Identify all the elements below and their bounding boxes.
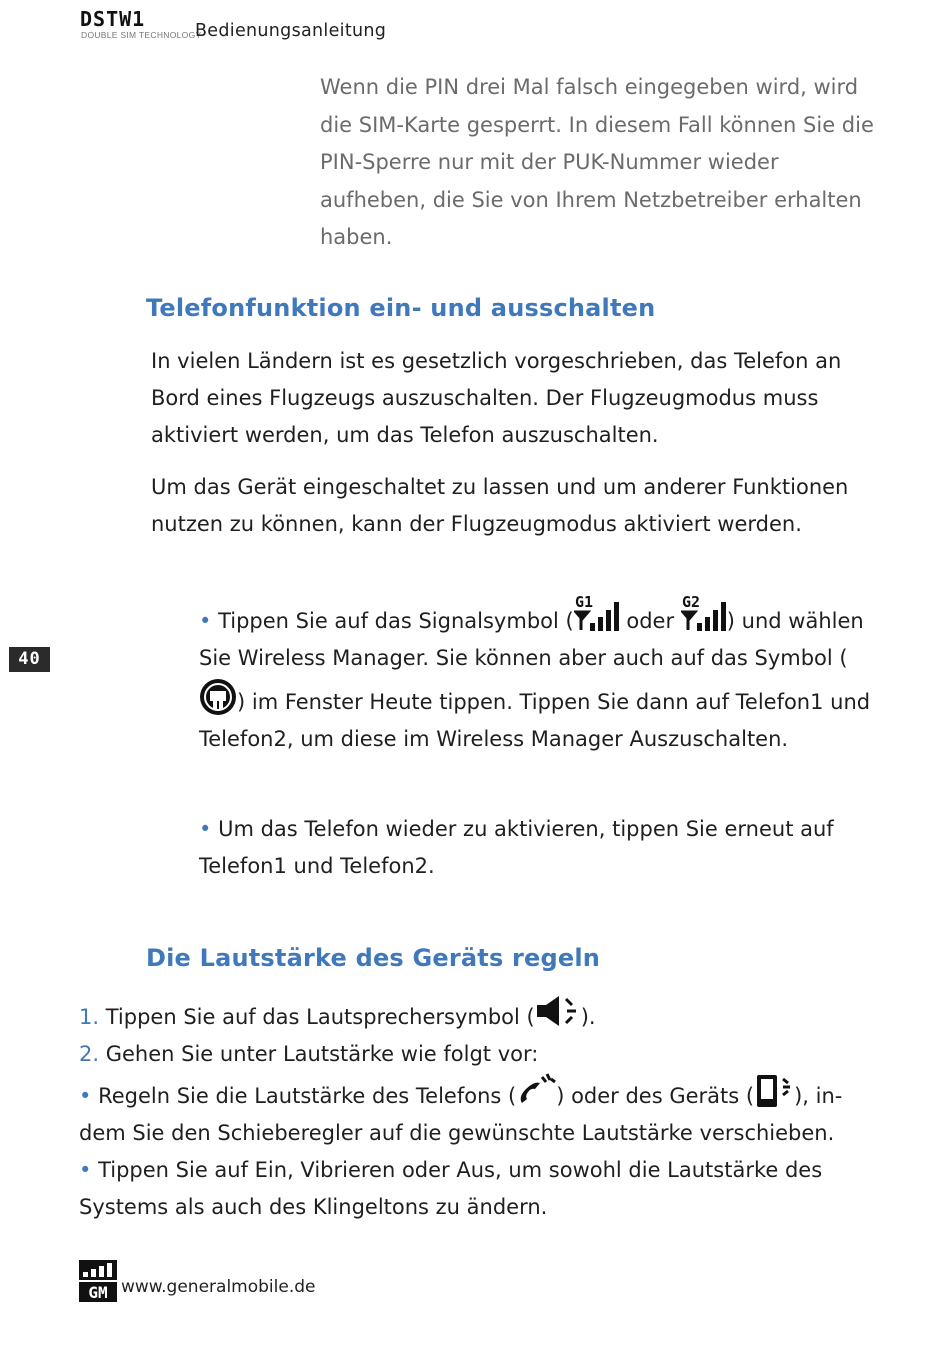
svg-text:GM: GM [88, 1283, 108, 1302]
brand-subtitle: DOUBLE SIM TECHNOLOGY [81, 30, 202, 40]
volume-steps [79, 994, 869, 1226]
device-icon [754, 1073, 794, 1109]
header-title: Bedienungsanleitung [195, 21, 387, 41]
step-2-number: 2. [79, 1042, 100, 1066]
bullet2-text: Um das Telefon wieder zu aktivieren, tippen Sie erneut auf Telefon1 und Telefon2. [199, 817, 834, 878]
signal-g2-icon [681, 594, 727, 632]
bullet1-text-c: ) und wählen Sie Wireless Manager. Sie können aber auch auf das Symbol ( [199, 609, 864, 670]
general-mobile-logo [79, 1260, 117, 1302]
wireless-manager-icon [199, 677, 237, 717]
signal-g1-icon [574, 594, 620, 632]
section1-paragraph-2: Um das Gerät eingeschaltet zu lassen und um anderer Funktionen nutzen zu können, kann der Flugzeugmodus aktiviert werden. [151, 475, 849, 536]
section1-paragraph-1: In vielen Ländern ist es gesetzlich vorgeschrieben, das Telefon an Bord eines Flugzeugs auszuschalten. Der Flugzeugmodus muss aktiviert werden, um das Telefon auszuschalten. [151, 349, 842, 447]
bullet-dot: • [199, 609, 212, 633]
bullet-dot: • [199, 817, 212, 841]
bullet-dot: • [79, 1084, 92, 1108]
svg-text:G2: G2 [681, 594, 700, 611]
speaker-icon [535, 994, 581, 1028]
volume-bullet1-text-c: ), in-dem Sie den Schieberegler auf die gewünschte Lautstärke verschieben. [79, 1084, 843, 1145]
step-1-text-b: ). [580, 1005, 596, 1029]
section1-bullet-2 [199, 811, 879, 885]
volume-bullet-2 [79, 1152, 869, 1226]
bullet-dot: • [79, 1158, 92, 1182]
page-number-badge: 40 [9, 647, 50, 672]
bullet1-text-a: Tippen Sie auf das Signalsymbol ( [218, 609, 574, 633]
phone-handset-icon [516, 1073, 556, 1109]
section-heading-volume: Die Lautstärke des Geräts regeln [146, 944, 601, 972]
volume-bullet-1 [79, 1073, 869, 1152]
intro-paragraph: Wenn die PIN drei Mal falsch eingegeben wird, wird die SIM-Karte gesperrt. In diesem Fall können Sie die PIN-Sperre nur mit der PUK-Nummer wieder aufheben, die Sie von Ihrem Netzbetreiber erhalten haben. [320, 75, 874, 249]
section1-bullet-1 [199, 594, 879, 758]
volume-bullet2-text: Tippen Sie auf Ein, Vibrieren oder Aus, um sowohl die Lautstärke des Systems als auch des Klingeltons zu ändern. [79, 1158, 823, 1219]
volume-bullet1-text-b: ) oder des Geräts ( [556, 1084, 755, 1108]
step-1-number: 1. [79, 1005, 100, 1029]
volume-bullet1-text-a: Regeln Sie die Lautstärke des Telefons ( [98, 1084, 517, 1108]
step-1 [79, 994, 869, 1036]
step-2-text: Gehen Sie unter Lautstärke wie folgt vor: [105, 1042, 539, 1066]
footer-url[interactable]: www.generalmobile.de [121, 1277, 316, 1297]
bullet1-text-d: ) im Fenster Heute tippen. Tippen Sie dann auf Telefon1 und Telefon2, um diese im Wireless Manager Auszuschalten. [199, 690, 871, 751]
brand-logo: DSTW1 [80, 7, 146, 31]
step-2 [79, 1036, 869, 1073]
section-heading-phone-function: Telefonfunktion ein- und ausschalten [146, 294, 656, 322]
bullet1-text-b: oder [619, 609, 681, 633]
step-1-text-a: Tippen Sie auf das Lautsprechersymbol ( [105, 1005, 535, 1029]
svg-text:G1: G1 [574, 594, 593, 611]
